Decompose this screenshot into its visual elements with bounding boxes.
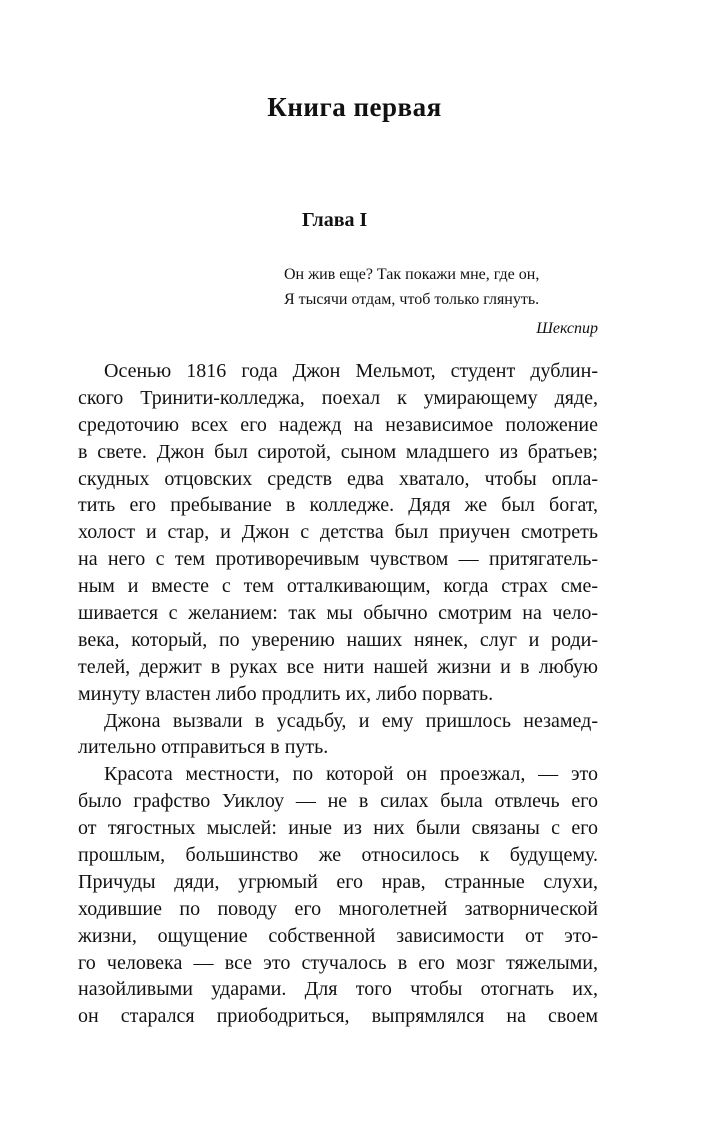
body-line: прошлым, большинство же относилось к будущему. <box>78 844 598 867</box>
chapter-title: Глава I <box>302 209 368 231</box>
body-line: Джона вызвали в усадьбу, и ему пришлось незамед- <box>104 709 598 732</box>
epigraph <box>284 262 598 341</box>
book-title: Книга первая <box>267 92 442 122</box>
body-line: лительно отправиться в путь. <box>78 736 329 759</box>
body-line: шивается с желанием: так мы обычно смотрим на чело- <box>78 602 598 625</box>
epigraph-line: Он жив еще? Так покажи мне, где он, <box>284 266 540 283</box>
body-line: ского Тринити-колледжа, поехал к умирающему дяде, <box>78 386 598 409</box>
body-line: го человека — все это стучалось в его мозг тяжелыми, <box>78 951 598 974</box>
body-line: Причуды дяди, угрюмый его нрав, странные слухи, <box>78 870 598 893</box>
body-line: минуту властен либо продлить их, либо порвать. <box>78 682 494 705</box>
body-line: Красота местности, по которой он проезжал, — это <box>104 763 598 786</box>
body-line: телей, держит в руках все нити нашей жизни и в любую <box>78 655 598 678</box>
body-line: века, который, по уверению наших нянек, слуг и роди- <box>78 628 598 651</box>
body-line: в свете. Джон был сиротой, сыном младшего из братьев; <box>78 440 598 463</box>
body-line: средоточию всех его надежд на независимое положение <box>78 413 598 436</box>
epigraph-author: Шекспир <box>536 320 598 337</box>
body-line: он старался приободриться, выпрямлялся на своем <box>78 1005 598 1028</box>
body-line: Осенью 1816 года Джон Мельмот, студент дублин- <box>104 360 598 382</box>
body-line: было графство Уиклоу — не в силах была отвлечь его <box>78 790 598 813</box>
body-line: холост и стар, и Джон с детства был приучен смотреть <box>78 521 598 544</box>
body-line: скудных отцовских средств едва хватало, чтобы опла- <box>78 467 598 490</box>
body-text <box>78 358 598 1030</box>
body-line: жизни, ощущение собственной зависимости от это- <box>78 924 598 947</box>
body-line: ным и вместе с тем отталкивающим, когда страх сме- <box>78 575 598 598</box>
body-line: ходившие по поводу его многолетней затворнической <box>78 897 598 920</box>
body-line: на него с тем противоречивым чувством — притягатель- <box>78 548 598 571</box>
body-line: от тягостных мыслей: иные из них были связаны с его <box>78 817 598 840</box>
body-line: назойливыми ударами. Для того чтобы отогнать их, <box>78 978 598 1001</box>
epigraph-line: Я тысячи отдам, чтоб только глянуть. <box>284 291 540 308</box>
body-line: тить его пребывание в колледже. Дядя же был богат, <box>78 494 598 517</box>
